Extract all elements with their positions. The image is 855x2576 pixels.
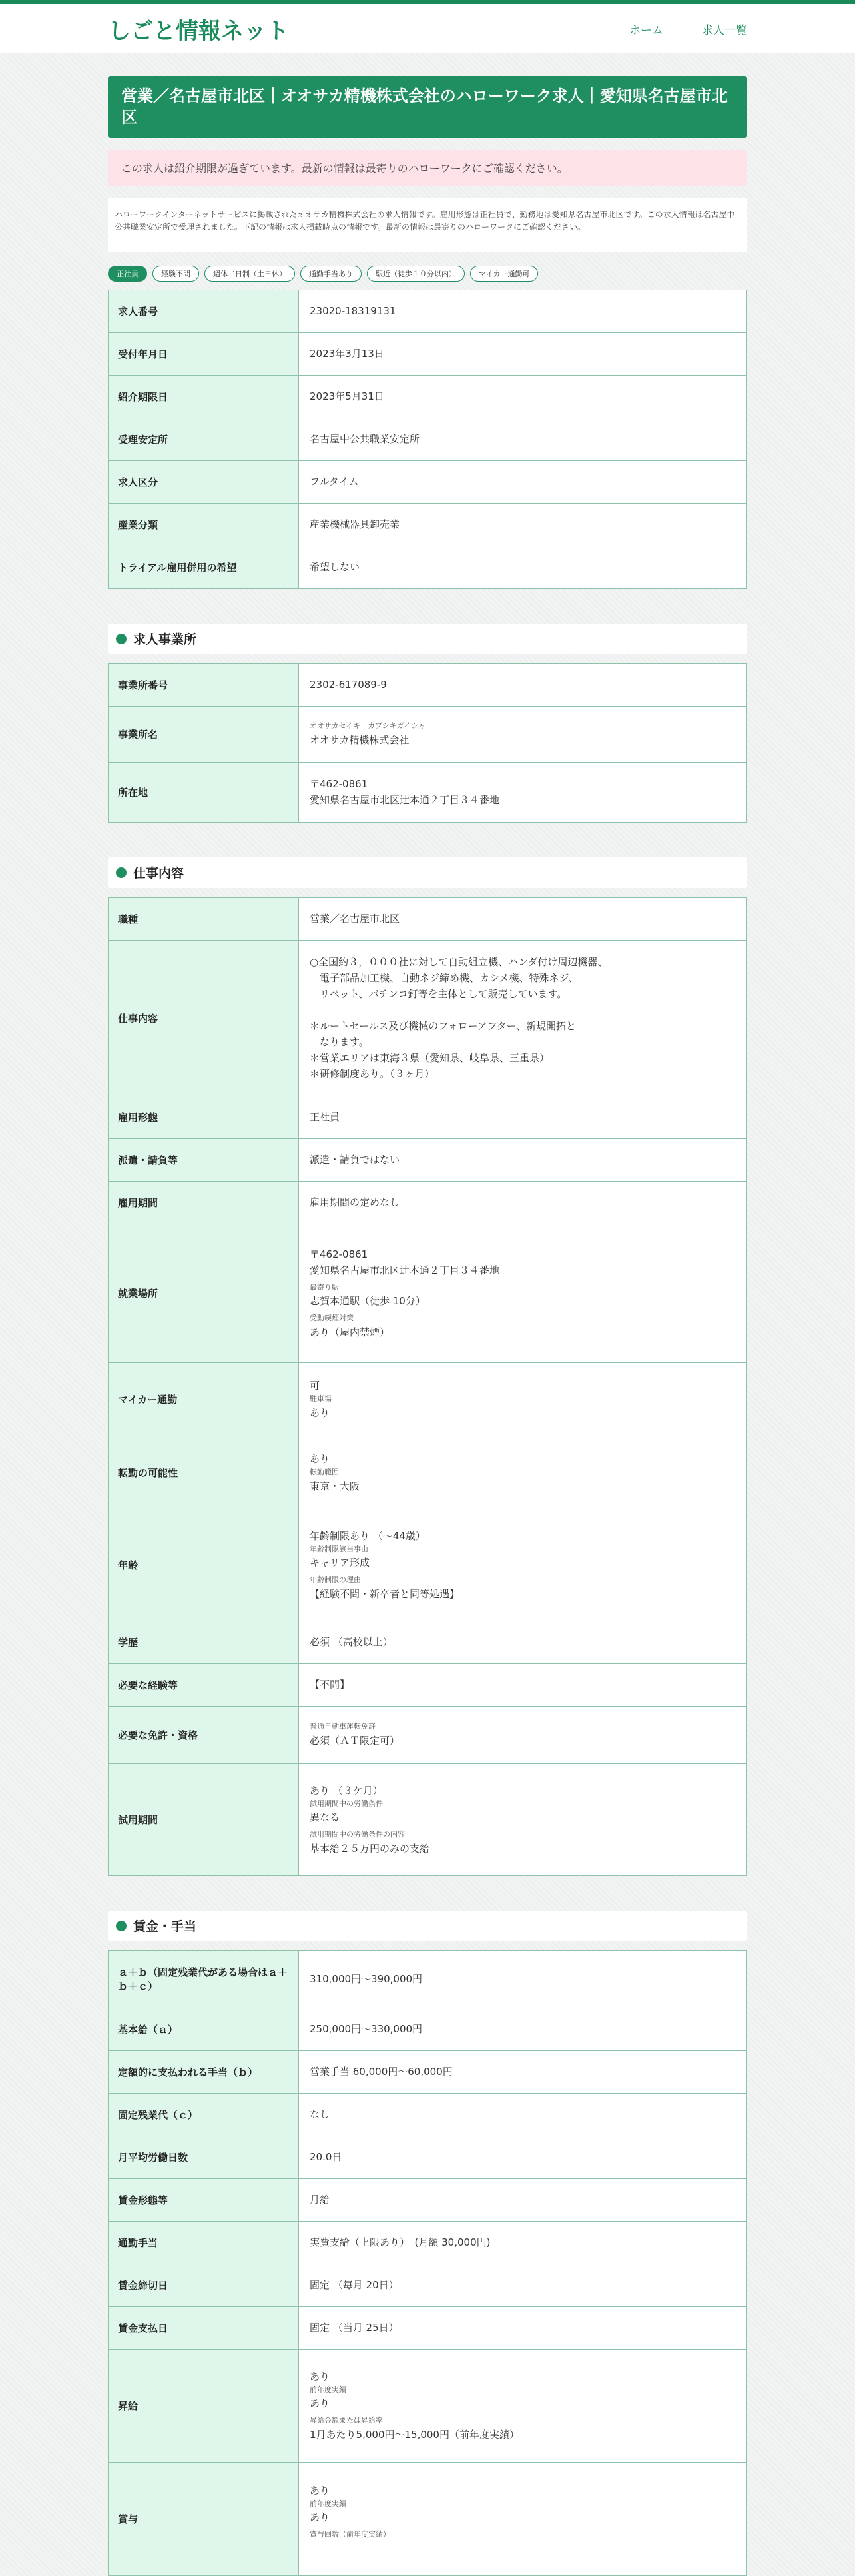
table-row — [109, 503, 747, 546]
office-number-value: 2302-617089-9 — [299, 663, 747, 706]
trial-cond-sub-label: 試用期間中の労働条件 — [310, 1799, 383, 1808]
office-address: 愛知県名古屋市北区辻本通２丁目３４番地 — [310, 794, 500, 807]
row-label: 定額的に支払われる手当（ｂ） — [109, 2050, 299, 2093]
trial-cond-value: 異なる — [310, 1811, 340, 1824]
row-label: 固定残業代（ｃ） — [109, 2093, 299, 2136]
fixed-overtime-value: なし — [299, 2093, 747, 2136]
job-description-summary: ハローワークインターネットサービスに掲載されたオオサカ精機株式会社の求人情報です。雇用形態は正社員で、勤務地は愛知県名古屋市北区です。この求人情報は名古屋中公共職業安定所で受理されました。下記の情報は求人掲載時点の情報です。最新の情報は最寄りのハローワークにご確認ください。 — [108, 198, 747, 252]
row-label: 年齢 — [109, 1509, 299, 1621]
license-cell — [299, 1706, 747, 1763]
nav-job-list-link[interactable]: 求人一覧 — [702, 23, 747, 37]
tag-two-days-off: 週休二日制（土日休） — [204, 266, 295, 282]
raise-prev-value: あり — [310, 2397, 330, 2410]
table-row — [109, 1181, 747, 1224]
wage-section-heading: 賃金・手当 — [108, 1911, 747, 1941]
bullet-dot-icon — [116, 1921, 127, 1931]
row-label: 転勤の可能性 — [109, 1436, 299, 1509]
smoking-sub-label: 受動喫煙対策 — [310, 1314, 354, 1323]
row-label: 賃金支払日 — [109, 2306, 299, 2349]
row-label: マイカー通勤 — [109, 1362, 299, 1436]
row-label: 派遣・請負等 — [109, 1138, 299, 1181]
table-row — [109, 332, 747, 375]
smoking-value: あり（屋内禁煙） — [310, 1326, 390, 1338]
industry-value: 産業機械器具卸売業 — [299, 503, 747, 546]
job-number-value: 23020-18319131 — [299, 290, 747, 332]
car-value: 可 — [310, 1380, 320, 1392]
workplace-address: 愛知県名古屋市北区辻本通２丁目３４番地 — [310, 1264, 500, 1276]
row-label: 賃金締切日 — [109, 2264, 299, 2306]
row-label: 賃金形態等 — [109, 2178, 299, 2221]
bonus-value: あり — [310, 2484, 330, 2497]
bonus-cell — [299, 2462, 747, 2575]
table-row — [109, 2008, 747, 2050]
fixed-allowance-value: 営業手当 60,000円～60,000円 — [299, 2050, 747, 2093]
job-title-value: 営業／名古屋市北区 — [299, 897, 747, 940]
trial-detail-sub-label: 試用期間中の労働条件の内容 — [310, 1830, 405, 1839]
table-row — [109, 2136, 747, 2178]
experience-value: 【不問】 — [299, 1663, 747, 1706]
age-reason-sub-label: 年齢制限該当事由 — [310, 1544, 368, 1553]
category-value: フルタイム — [299, 460, 747, 503]
table-row — [109, 1138, 747, 1181]
site-logo[interactable]: しごと情報ネット — [108, 17, 289, 45]
bullet-dot-icon — [116, 634, 127, 644]
table-row — [109, 546, 747, 588]
table-row — [109, 2093, 747, 2136]
row-label: 必要な経験等 — [109, 1663, 299, 1706]
trial-employment-value: 希望しない — [299, 546, 747, 588]
row-label: 通勤手当 — [109, 2221, 299, 2264]
office-name-cell — [299, 706, 747, 762]
row-label: 仕事内容 — [109, 940, 299, 1096]
station-value: 志賀本通駅（徒歩 10分） — [310, 1295, 426, 1308]
license-value: 必須（ＡＴ限定可） — [310, 1734, 400, 1747]
education-value: 必須 （高校以上） — [299, 1621, 747, 1663]
transfer-cell — [299, 1436, 747, 1509]
table-row — [109, 1509, 747, 1621]
employment-value: 正社員 — [299, 1096, 747, 1138]
row-label: ａ＋ｂ（固定残業代がある場合はａ＋ｂ＋ｃ） — [109, 1950, 299, 2008]
row-label: 基本給（ａ） — [109, 2008, 299, 2050]
row-label: 所在地 — [109, 762, 299, 822]
row-label: 産業分類 — [109, 503, 299, 546]
age-why-value: 【経験不問・新卒者と同等処遇】 — [310, 1587, 460, 1600]
table-row — [109, 1706, 747, 1763]
age-reason-value: キャリア形成 — [310, 1557, 370, 1569]
row-label: 事業所名 — [109, 706, 299, 762]
raise-cell — [299, 2349, 747, 2462]
period-value: 雇用期間の定めなし — [299, 1181, 747, 1224]
raise-amount-value: 1月あたり5,000円～15,000円（前年度実績） — [310, 2428, 519, 2441]
tag-near-station: 駅近（徒歩１０分以内） — [367, 266, 465, 282]
office-section-heading: 求人事業所 — [108, 624, 747, 654]
row-label: 必要な免許・資格 — [109, 1706, 299, 1763]
row-label: 就業場所 — [109, 1224, 299, 1362]
table-row — [109, 375, 747, 418]
job-section-heading: 仕事内容 — [108, 857, 747, 888]
table-row — [109, 2050, 747, 2093]
office-zip: 〒462-0861 — [310, 778, 368, 791]
parking-sub-label: 駐車場 — [310, 1394, 332, 1404]
office-value: 名古屋中公共職業安定所 — [299, 418, 747, 460]
table-row — [109, 1663, 747, 1706]
row-label: 賞与 — [109, 2462, 299, 2575]
bonus-prev-sub-label: 前年度実績 — [310, 2499, 346, 2508]
pay-day-value: 固定 （当月 25日） — [299, 2306, 747, 2349]
job-content-value: ○全国約３，０００社に対して自動組立機、ハンダ付け周辺機器、 電子部品加工機、自動ネジ締め機、カシメ機、特殊ネジ、 リベット、パチンコ釘等を主体として販売しています。 ＊ルートセールス及び機械のフォローアフター、新規開拓と なります。 ＊営業エリアは東海３県（愛知県、岐阜県、三重県） ＊研修制度あり。（３ヶ月） — [299, 940, 747, 1096]
car-commute-cell — [299, 1362, 747, 1436]
trial-detail-value: 基本給２５万円のみの支給 — [310, 1842, 430, 1855]
transfer-value: あり — [310, 1453, 330, 1466]
row-label: 試用期間 — [109, 1763, 299, 1875]
total-wage-value: 310,000円～390,000円 — [299, 1950, 747, 2008]
row-label: 受理安定所 — [109, 418, 299, 460]
parking-value: あり — [310, 1406, 330, 1419]
tag-car-commute: マイカー通勤可 — [470, 266, 538, 282]
workplace-zip: 〒462-0861 — [310, 1248, 368, 1260]
table-row — [109, 2221, 747, 2264]
office-table — [108, 663, 747, 823]
table-row — [109, 2349, 747, 2462]
table-row — [109, 1362, 747, 1436]
received-date-value: 2023年3月13日 — [299, 332, 747, 375]
table-row — [109, 1621, 747, 1663]
table-row — [109, 940, 747, 1096]
raise-value: あり — [310, 2370, 330, 2383]
wage-type-value: 月給 — [299, 2178, 747, 2221]
table-row — [109, 290, 747, 332]
nav-home-link[interactable]: ホーム — [629, 23, 663, 37]
age-why-sub-label: 年齢制限の理由 — [310, 1575, 361, 1585]
work-days-value: 20.0日 — [299, 2136, 747, 2178]
referral-deadline-value: 2023年5月31日 — [299, 375, 747, 418]
row-label: 受付年月日 — [109, 332, 299, 375]
table-row — [109, 2306, 747, 2349]
job-table — [108, 897, 747, 1876]
row-label: 学歴 — [109, 1621, 299, 1663]
bullet-dot-icon — [116, 867, 127, 878]
commute-allowance-value: 実費支給（上限あり） (月額 30,000円) — [299, 2221, 747, 2264]
page-title: 営業／名古屋市北区｜オオサカ精機株式会社のハローワーク求人｜愛知県名古屋市北区 — [108, 76, 747, 138]
row-label: 求人番号 — [109, 290, 299, 332]
row-label: 紹介期限日 — [109, 375, 299, 418]
table-row — [109, 1096, 747, 1138]
station-sub-label: 最寄り駅 — [310, 1282, 339, 1292]
trial-value: あり （３ケ月） — [310, 1784, 383, 1797]
table-row — [109, 762, 747, 822]
feature-tags — [108, 266, 747, 282]
tag-commute-allowance: 通勤手当あり — [300, 266, 362, 282]
main-nav — [629, 21, 747, 37]
tag-no-experience: 経験不問 — [152, 266, 199, 282]
office-name-value: オオサカ精機株式会社 — [310, 733, 410, 746]
table-row — [109, 418, 747, 460]
bonus-prev-value: あり — [310, 2511, 330, 2524]
table-row — [109, 2264, 747, 2306]
transfer-area-value: 東京・大阪 — [310, 1480, 360, 1492]
row-label: 雇用期間 — [109, 1181, 299, 1224]
row-label: 月平均労働日数 — [109, 2136, 299, 2178]
table-row — [109, 706, 747, 762]
dispatch-value: 派遣・請負ではない — [299, 1138, 747, 1181]
raise-prev-sub-label: 前年度実績 — [310, 2385, 346, 2394]
table-row — [109, 460, 747, 503]
wage-table — [108, 1950, 747, 2576]
table-row — [109, 663, 747, 706]
table-row — [109, 1763, 747, 1875]
table-row — [109, 2462, 747, 2575]
row-label: 雇用形態 — [109, 1096, 299, 1138]
transfer-area-sub-label: 転勤範囲 — [310, 1468, 339, 1477]
workplace-cell — [299, 1224, 747, 1362]
tag-full-time: 正社員 — [108, 266, 147, 282]
site-header — [0, 4, 855, 53]
trial-cell — [299, 1763, 747, 1875]
row-label: 昇給 — [109, 2349, 299, 2462]
expired-notice: この求人は紹介期限が過ぎています。最新の情報は最寄りのハローワークにご確認ください。 — [108, 150, 747, 186]
table-row — [109, 1436, 747, 1509]
row-label: トライアル雇用併用の希望 — [109, 546, 299, 588]
main-content — [108, 76, 747, 2576]
closing-day-value: 固定 （毎月 20日） — [299, 2264, 747, 2306]
table-row — [109, 1950, 747, 2008]
age-value: 年齢制限あり （～44歳） — [310, 1529, 426, 1542]
basic-info-table — [108, 290, 747, 589]
row-label: 事業所番号 — [109, 663, 299, 706]
office-address-cell — [299, 762, 747, 822]
row-label: 求人区分 — [109, 460, 299, 503]
raise-amount-sub-label: 昇給金額または昇給率 — [310, 2416, 383, 2425]
row-label: 職種 — [109, 897, 299, 940]
office-name-kana: オオサカセイキ カブシキガイシャ — [310, 721, 426, 731]
table-row — [109, 2178, 747, 2221]
table-row — [109, 1224, 747, 1362]
age-cell — [299, 1509, 747, 1621]
base-pay-value: 250,000円～330,000円 — [299, 2008, 747, 2050]
table-row — [109, 897, 747, 940]
bonus-count-sub-label: 賞与回数（前年度実績） — [310, 2530, 390, 2539]
license-sub-label: 普通自動車運転免許 — [310, 1722, 376, 1731]
